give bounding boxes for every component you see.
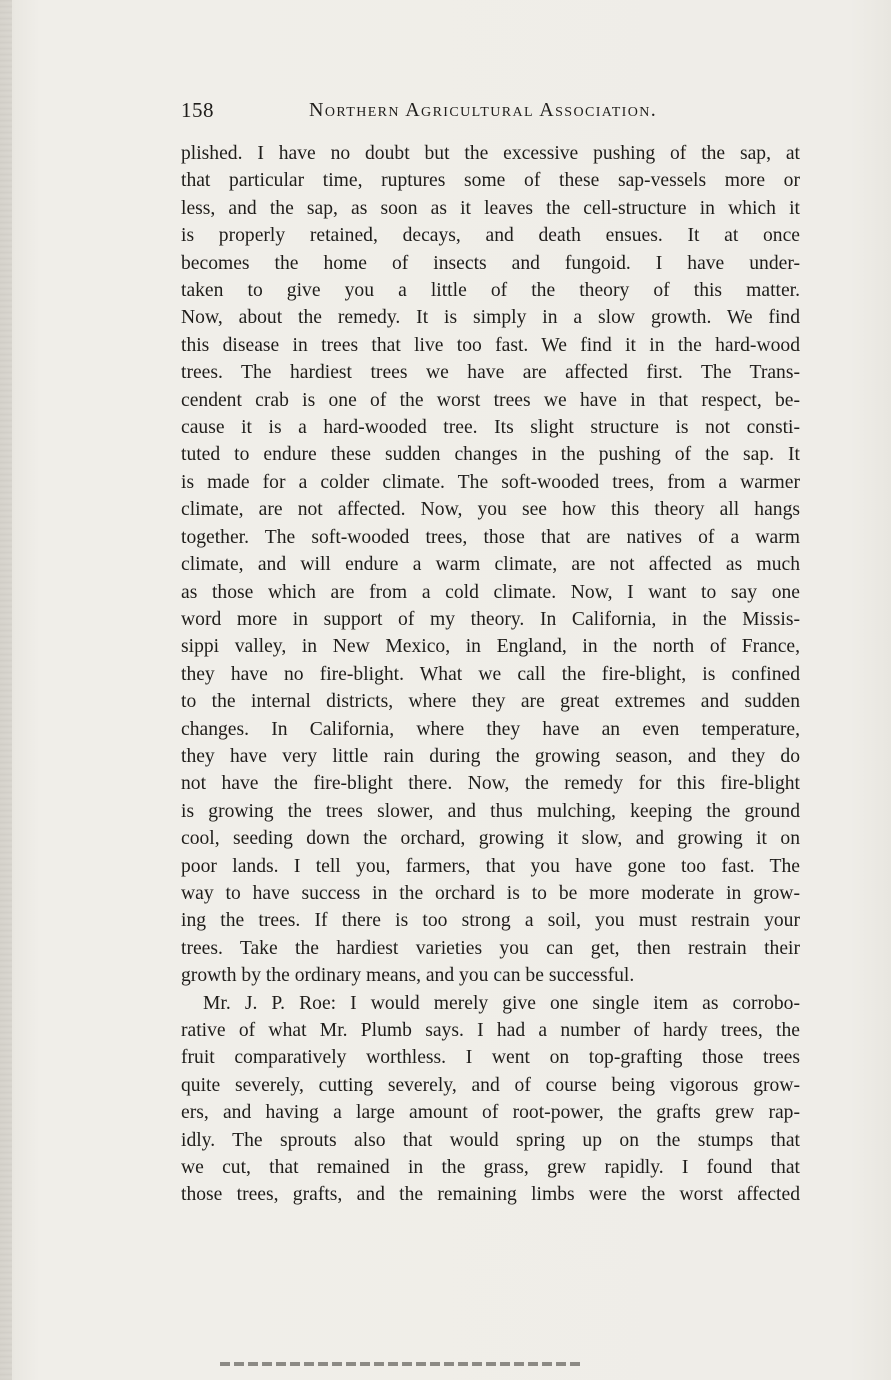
text-line: climate, are not affected. Now, you see how this theory all hangs: [181, 499, 800, 521]
text-line: not have the fire-blight there. Now, the remedy for this fire-blight: [181, 773, 800, 795]
text-line: we cut, that remained in the grass, grew rapidly. I found that: [181, 1157, 800, 1179]
page-number: 158: [181, 98, 214, 122]
text-line: tuted to endure these sudden changes in the pushing of the sap. It: [181, 444, 800, 466]
body-text: [181, 140, 800, 1209]
text-line: to the internal districts, where they are great extremes and sudden: [181, 691, 800, 713]
text-line: this disease in trees that live too fast. We find it in the hard-wood: [181, 334, 800, 356]
running-head: Northern Agricultural Association.: [309, 99, 658, 121]
text-line: fruit comparatively worthless. I went on top-grafting those trees: [181, 1047, 800, 1069]
text-line: way to have success in the orchard is to be more moderate in grow-: [181, 882, 800, 904]
text-line: ing the trees. If there is too strong a soil, you must restrain your: [181, 910, 800, 932]
text-line: taken to give you a little of the theory of this matter.: [181, 280, 800, 302]
text-line: as those which are from a cold climate. Now, I want to say one: [181, 581, 800, 603]
text-line: sippi valley, in New Mexico, in England, in the north of France,: [181, 636, 800, 658]
text-line: that particular time, ruptures some of these sap-vessels more or: [181, 170, 800, 192]
text-line: growth by the ordinary means, and you can be successful.: [181, 965, 635, 987]
text-line: word more in support of my theory. In California, in the Missis-: [181, 608, 800, 630]
text-line: plished. I have no doubt but the excessive pushing of the sap, at: [181, 143, 800, 164]
text-line: they have no fire-blight. What we call the fire-blight, is confined: [181, 663, 800, 685]
text-line: together. The soft-wooded trees, those that are natives of a warm: [181, 526, 800, 548]
text-line: those trees, grafts, and the remaining limbs were the worst affected: [181, 1184, 800, 1206]
text-line: Now, about the remedy. It is simply in a slow growth. We find: [181, 307, 800, 329]
text-line: is growing the trees slower, and thus mulching, keeping the ground: [181, 800, 800, 822]
text-line: Mr. J. P. Roe: I would merely give one single item as corrobo-: [203, 992, 800, 1014]
text-line: climate, and will endure a warm climate, are not affected as much: [181, 554, 800, 576]
text-line: trees. Take the hardiest varieties you can get, then restrain their: [181, 937, 800, 959]
text-line: changes. In California, where they have an even temperature,: [181, 718, 800, 740]
text-line: cendent crab is one of the worst trees we have in that respect, be-: [181, 389, 800, 411]
text-line: rative of what Mr. Plumb says. I had a number of hardy trees, the: [181, 1020, 800, 1041]
text-line: less, and the sap, as soon as it leaves the cell-structure in which it: [181, 197, 800, 219]
text-line: poor lands. I tell you, farmers, that you have gone too fast. The: [181, 855, 800, 877]
print-smudge: [220, 1362, 580, 1366]
text-line: ers, and having a large amount of root-power, the grafts grew rap-: [181, 1102, 800, 1124]
text-line: trees. The hardiest trees we have are affected first. The Trans-: [181, 362, 800, 384]
binding-gutter: [0, 0, 12, 1380]
text-line: they have very little rain during the growing season, and they do: [181, 745, 800, 767]
text-line: idly. The sprouts also that would spring up on the stumps that: [181, 1129, 800, 1151]
text-line: cause it is a hard-wooded tree. Its slight structure is not consti-: [181, 417, 800, 439]
text-line: is properly retained, decays, and death ensues. It at once: [181, 225, 800, 247]
text-line: quite severely, cutting severely, and of course being vigorous grow-: [181, 1074, 800, 1096]
text-line: is made for a colder climate. The soft-wooded trees, from a warmer: [181, 471, 800, 493]
text-line: cool, seeding down the orchard, growing it slow, and growing it on: [181, 828, 800, 850]
page-header: [181, 98, 801, 128]
text-line: becomes the home of insects and fungoid. I have under-: [181, 252, 800, 274]
